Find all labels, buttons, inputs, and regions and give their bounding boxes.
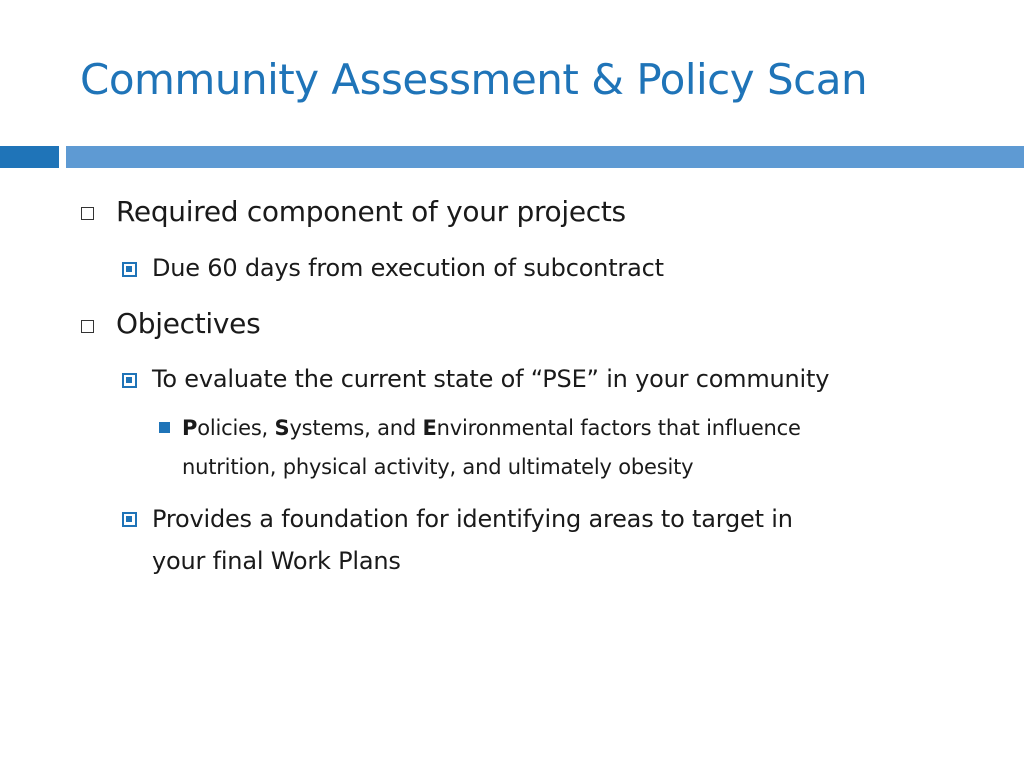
pse-letter-s: S — [274, 416, 290, 440]
pse-letter-p: P — [182, 416, 198, 440]
title-divider-bar — [66, 146, 1024, 168]
filled-square-bullet-icon — [159, 422, 170, 433]
bullet-pse-definition — [182, 409, 801, 447]
bullet-evaluate-pse: To evaluate the current state of “PSE” in your community — [152, 365, 830, 393]
pse-text-policies: olicies, — [197, 416, 275, 440]
slide-title: Community Assessment & Policy Scan — [80, 55, 868, 104]
hollow-square-bullet-icon — [81, 320, 94, 333]
title-divider-accent — [0, 146, 59, 168]
bullet-objectives: Objectives — [116, 307, 261, 340]
pse-text-environmental: nvironmental factors that influence — [436, 416, 801, 440]
hollow-square-bullet-icon — [81, 207, 94, 220]
bullet-foundation-line2: your final Work Plans — [152, 547, 401, 575]
pse-letter-e: E — [422, 416, 437, 440]
pse-text-systems: ystems, and — [289, 416, 423, 440]
framed-square-bullet-icon — [122, 262, 137, 277]
framed-square-bullet-icon — [122, 373, 137, 388]
framed-square-bullet-icon — [122, 512, 137, 527]
bullet-foundation: Provides a foundation for identifying areas to target in — [152, 505, 793, 533]
bullet-pse-definition-line2: nutrition, physical activity, and ultimately obesity — [182, 455, 694, 479]
bullet-due-date: Due 60 days from execution of subcontract — [152, 254, 664, 282]
bullet-required-component: Required component of your projects — [116, 195, 626, 228]
